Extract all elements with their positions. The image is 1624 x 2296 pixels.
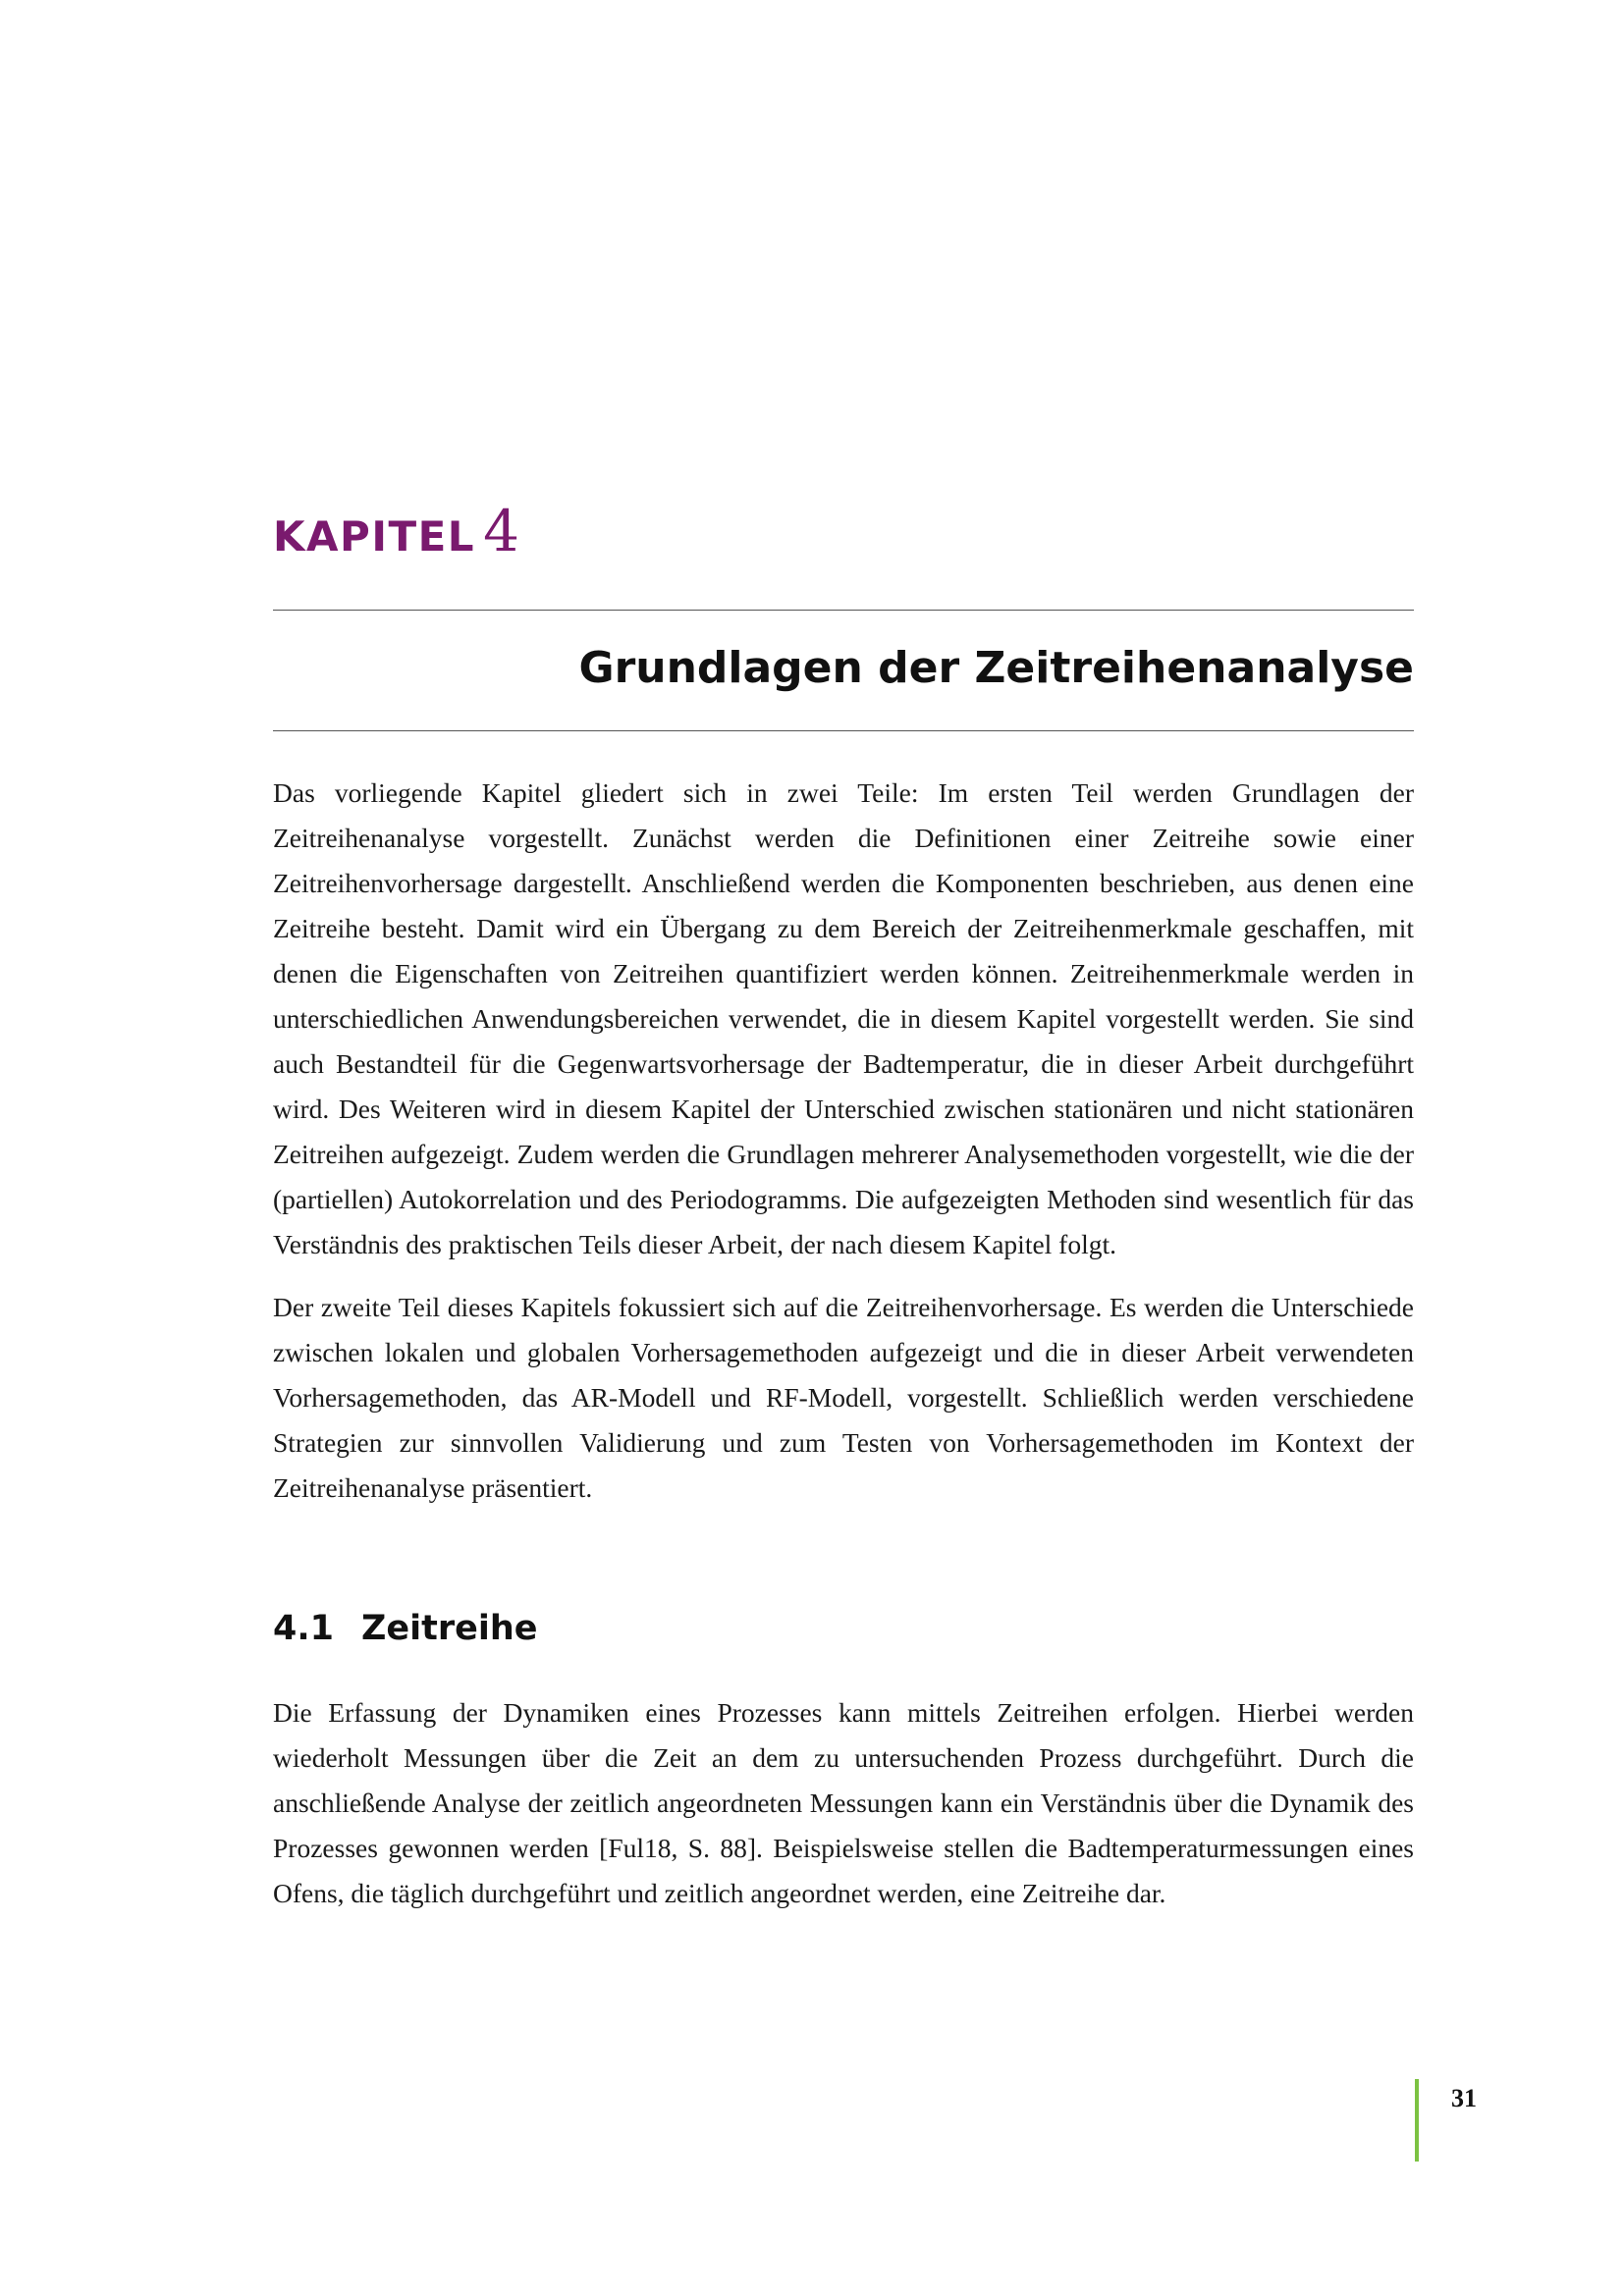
chapter-title: Grundlagen der Zeitreihenanalyse — [578, 643, 1414, 693]
section-title: Zeitreihe — [361, 1609, 538, 1648]
intro-paragraph-2: Der zweite Teil dieses Kapitels fokussiert sich auf die Zeitreihenvorhersage. Es werden die Unterschiede zwischen lokalen und globalen Vorhersagemethoden aufgezeigt und die in dieser Arbeit verwendeten Vorhersagemethoden, das AR-Modell und RF-Modell, vorgestellt. Schließlich werden verschiedene Strategien zur sinnvollen Validierung und zum Testen von Vorhersagemethoden im Kontext der Zeitreihenanalyse präsentiert. — [273, 1292, 1414, 1503]
page-number-accent-bar — [1415, 2079, 1419, 2162]
section-number: 4.1 — [273, 1609, 335, 1648]
chapter-label — [273, 498, 519, 564]
page-number: 31 — [1451, 2084, 1477, 2112]
chapter-word: KAPITEL — [273, 512, 476, 561]
chapter-title-rule-bottom — [273, 730, 1414, 731]
chapter-number: 4 — [483, 498, 519, 564]
chapter-title-rule-top — [273, 610, 1414, 611]
intro-paragraph-1: Das vorliegende Kapitel gliedert sich in zwei Teile: Im ersten Teil werden Grundlagen der Zeitreihenanalyse vorgestellt. Zunächst werden die Definitionen einer Zeitreihe sowie einer Zeitreihenvorhersage dargestellt. Anschließend werden die Komponenten beschrieben, aus denen eine Zeitreihe besteht. Damit wird ein Übergang zu dem Bereich der Zeitreihenmerkmale geschaffen, mit denen die Eigenschaften von Zeitreihen quantifiziert werden können. Zeitreihenmerkmale werden in unterschiedlichen Anwendungsbereichen verwendet, die in diesem Kapitel vorgestellt werden. Sie sind auch Bestandteil für die Gegenwartsvorhersage der Badtemperatur, die in dieser Arbeit durchgeführt wird. Des Weiteren wird in diesem Kapitel der Unterschied zwischen stationären und nicht stationären Zeitreihen aufgezeigt. Zudem werden die Grundlagen mehrerer Analysemethoden vorgestellt, wie die der (partiellen) Autokorrelation und des Periodogramms. Die aufgezeigten Methoden sind wesentlich für das Verständnis des praktischen Teils dieser Arbeit, der nach diesem Kapitel folgt. — [273, 777, 1414, 1259]
section-paragraph-1: Die Erfassung der Dynamiken eines Prozesses kann mittels Zeitreihen erfolgen. Hierbei werden wiederholt Messungen über die Zeit an dem zu untersuchenden Prozess durchgeführt. Durch die anschließende Analyse der zeitlich angeordneten Messungen kann ein Verständnis über die Dynamik des Prozesses gewonnen werden [Ful18, S. 88]. Beispielsweise stellen die Badtemperaturmessungen eines Ofens, die täglich durchgeführt und zeitlich angeordnet werden, eine Zeitreihe dar. — [273, 1697, 1414, 1908]
intro-text — [273, 771, 1414, 1511]
section-text — [273, 1690, 1414, 1916]
section-heading — [273, 1608, 538, 1649]
